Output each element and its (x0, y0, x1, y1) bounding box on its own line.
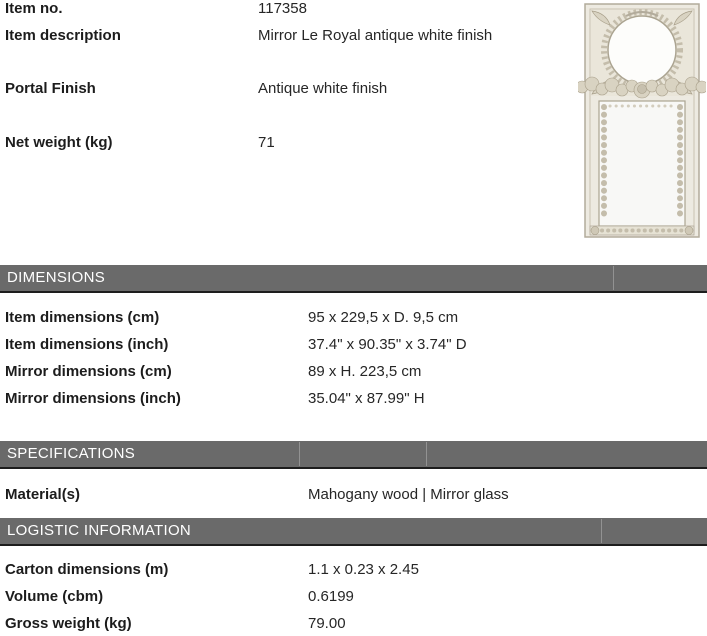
section-title: SPECIFICATIONS (7, 445, 136, 462)
net-weight-value: 71 (258, 134, 275, 151)
cell-divider (601, 519, 602, 543)
item-description-label: Item description (5, 27, 121, 44)
mirror-dim-cm-value: 89 x H. 223,5 cm (308, 363, 422, 380)
item-dim-inch-value: 37.4" x 90.35" x 3.74" D (308, 336, 467, 353)
item-dim-cm-value: 95 x 229,5 x D. 9,5 cm (308, 309, 459, 326)
portal-finish-label: Portal Finish (5, 80, 96, 97)
cell-divider (613, 266, 614, 290)
gross-weight-label: Gross weight (kg) (5, 615, 132, 632)
item-description-value: Mirror Le Royal antique white finish (258, 27, 493, 44)
mirror-dim-cm-label: Mirror dimensions (cm) (5, 363, 172, 380)
volume-label: Volume (cbm) (5, 588, 104, 605)
item-no-value: 117358 (258, 0, 307, 17)
net-weight-label: Net weight (kg) (5, 134, 113, 151)
carton-dim-value: 1.1 x 0.23 x 2.45 (308, 561, 419, 578)
item-dim-cm-label: Item dimensions (cm) (5, 309, 160, 326)
materials-label: Material(s) (5, 486, 81, 503)
carton-dim-label: Carton dimensions (m) (5, 561, 169, 578)
section-header-specifications (0, 441, 707, 469)
portal-finish-value: Antique white finish (258, 80, 388, 97)
materials-value: Mahogany wood | Mirror glass (308, 486, 509, 503)
gross-weight-value: 79.00 (308, 615, 346, 632)
section-header-dimensions (0, 265, 707, 293)
item-dim-inch-label: Item dimensions (inch) (5, 336, 169, 353)
cell-divider (426, 442, 427, 466)
volume-value: 0.6199 (308, 588, 354, 605)
cell-divider (299, 442, 300, 466)
section-title: LOGISTIC INFORMATION (7, 522, 192, 539)
mirror-dim-inch-label: Mirror dimensions (inch) (5, 390, 181, 407)
item-no-label: Item no. (5, 0, 63, 17)
section-header-logistics (0, 518, 707, 546)
section-title: DIMENSIONS (7, 269, 106, 286)
mirror-dim-inch-value: 35.04" x 87.99" H (308, 390, 425, 407)
product-photo-mirror-icon (578, 2, 706, 244)
